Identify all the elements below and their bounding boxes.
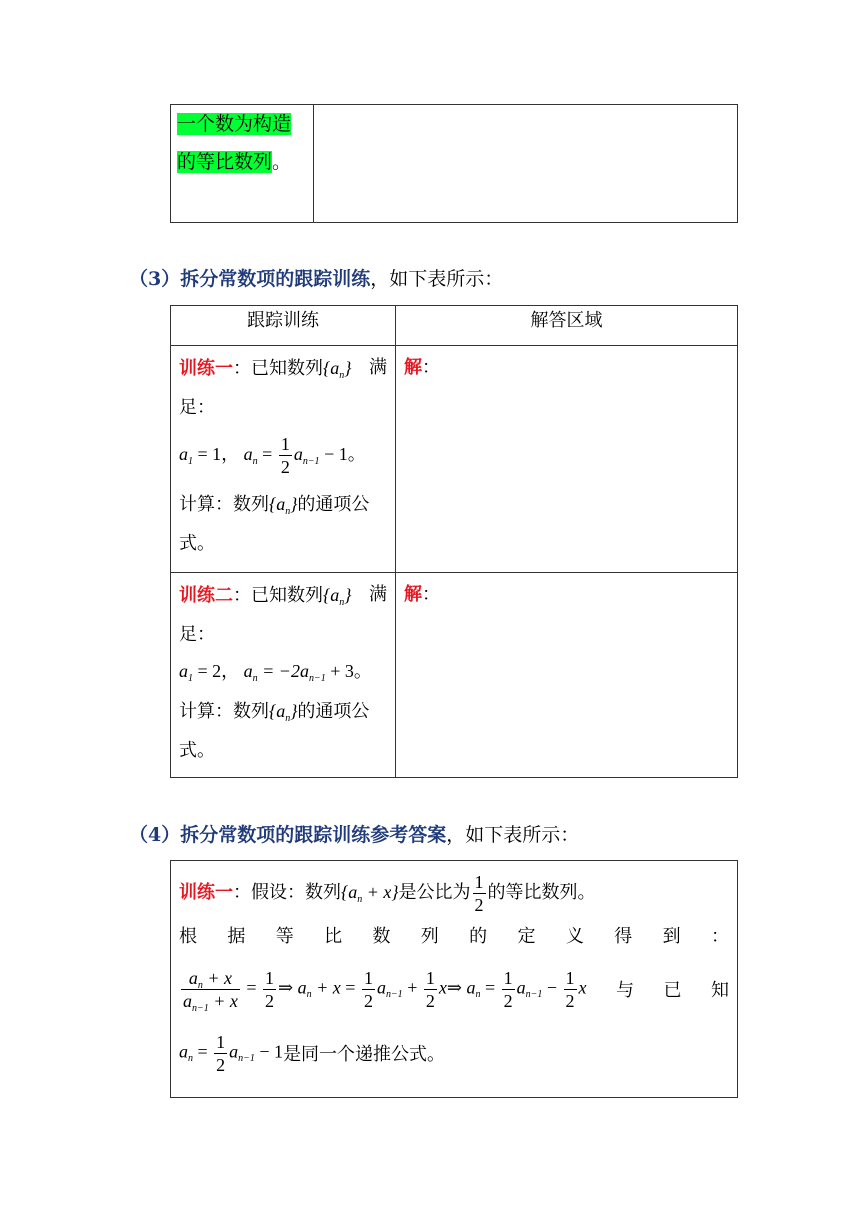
- section-heading-3: （3）拆分常数项的跟踪训练，如下表所示：: [129, 268, 504, 290]
- column-header-answer-area: 解答区域: [396, 306, 738, 346]
- justified-line: 根 据 等 比 数 列 的 定 义 得 到 ：: [179, 926, 729, 947]
- top-left-cell: 一个数为构造 的等比数列。: [171, 105, 314, 223]
- answer-cell: 训练一：假设：数列$\{a_n + x\}$是公比为 $\frac{1}{2}$ 的等比数列。 根 据 等 比 数 列 的 定 义 得 到 ： $\frac{a_n + x}{a_{n-1} + x}$ = $\frac{1}{2}$ ⇒ $a_n + x$ = $\frac{1}{2}$ $a_{n-1}$ + $\frac{1}{2}$ x⇒ $a_n$ = $\frac{1}{2}$ $a_{n-1}$ − $\frac{1}{2}$ x 与 已 知 $a_n$ = $\frac{1}{2}$ $a_{n-1} - 1$ 是同一个递推公式。: [171, 861, 738, 1098]
- highlight-text: 的等比数列: [177, 151, 273, 173]
- condition-formula: $a_1 = 1$， $a_n$ = $\frac{1}{2}$ $a_{n-1} - 1$: [179, 434, 348, 478]
- section-heading-4: （4）拆分常数项的跟踪训练参考答案，如下表所示：: [129, 824, 580, 846]
- recurrence-formula: $a_n$ = $\frac{1}{2}$ $a_{n-1} - 1$: [179, 1031, 284, 1075]
- condition-formula: $a_1 = 2$， $a_n = -2a_{n-1} + 3$: [179, 661, 354, 684]
- answer-area-two[interactable]: 解：: [396, 573, 738, 778]
- training-two-cell: 训练二：已知数列$\{a_n\}$ 满 足： $a_1 = 2$， $a_n = -2a_{n-1} + 3$。 计算：数列$\{a_n\}$的通项公 式。: [171, 573, 396, 778]
- top-right-cell: [314, 105, 738, 223]
- top-table: [170, 104, 738, 223]
- training-one-cell: 训练一：已知数列$\{a_n\}$ 满 足： $a_1 = 1$， $a_n$ = $\frac{1}{2}$ $a_{n-1} - 1$。 计算：数列$\{a_n\}$的通项公 式。: [171, 346, 396, 573]
- answer-table: [170, 860, 738, 1098]
- highlight-text: 一个数为构造: [177, 113, 292, 135]
- training-table: [170, 305, 738, 778]
- column-header-training: 跟踪训练: [171, 306, 396, 346]
- derivation-formula: $\frac{a_n + x}{a_{n-1} + x}$ = $\frac{1}{2}$ ⇒ $a_n + x$ = $\frac{1}{2}$ $a_{n-1}$ + $\frac{1}{2}$ x⇒ $a_n$ = $\frac{1}{2}$ $a_{n-1}$ − $\frac{1}{2}$ x 与 已 知: [183, 967, 729, 1014]
- answer-area-one[interactable]: 解：: [396, 346, 738, 573]
